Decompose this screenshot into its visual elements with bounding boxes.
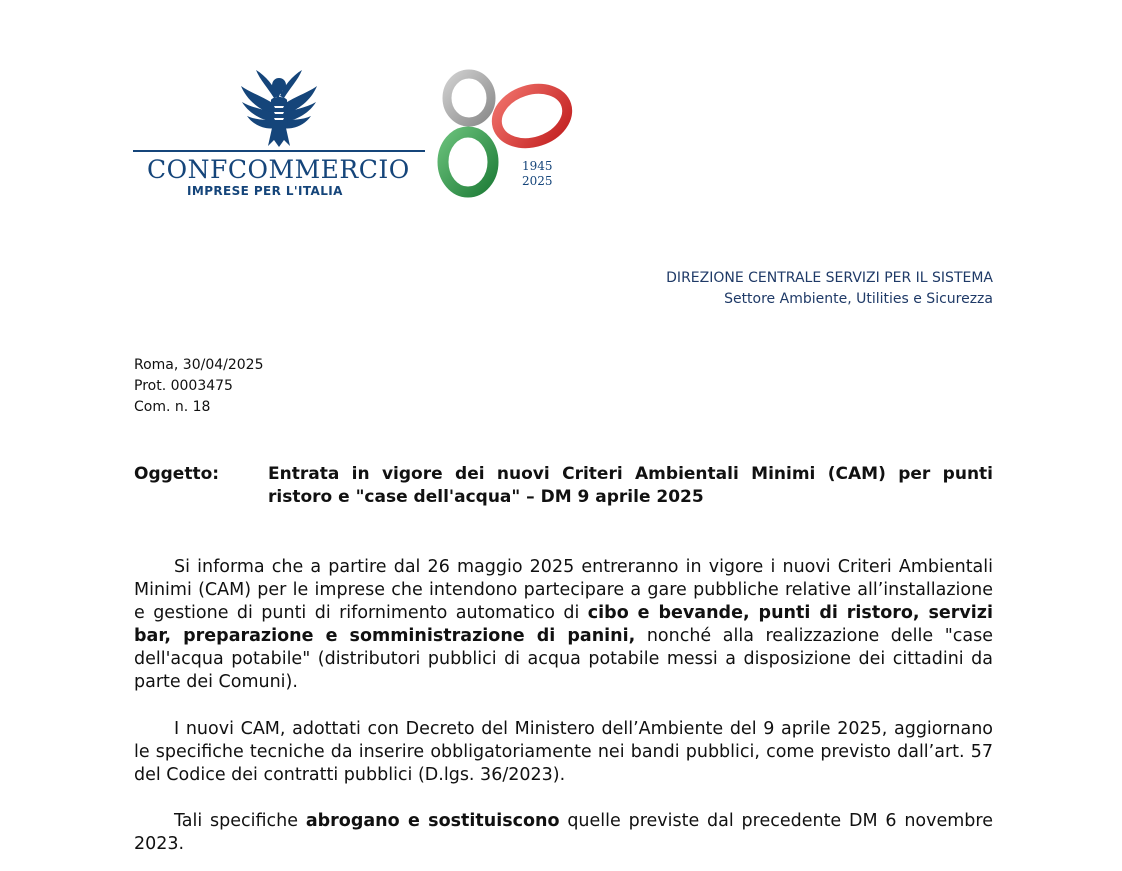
direction-header: [666, 268, 993, 310]
paragraph-3-text-b: quelle previste dal precedente DM 6 novembre 2023.: [134, 811, 993, 854]
protocol-number: Prot. 0003475: [134, 378, 233, 394]
subject-label: Oggetto:: [134, 464, 220, 484]
eagle-icon: [238, 68, 320, 148]
brand-tagline: IMPRESE PER L'ITALIA: [187, 184, 343, 198]
place-date: Roma, 30/04/2025: [134, 357, 264, 373]
direction-sector: Settore Ambiente, Utilities e Sicurezza: [724, 291, 993, 307]
document-meta: [134, 355, 263, 418]
body-paragraph-1: [134, 556, 993, 694]
body-paragraph-2: [134, 718, 993, 787]
anniversary-logo: [436, 68, 576, 200]
logo-divider: [133, 150, 425, 152]
paragraph-1-text-b: nonché alla realizzazione delle "case dell'acqua potabile" (distributori pubblici di acqua potabile messi a disposizione dei cittadini da parte dei Comuni).: [134, 626, 993, 692]
subject-text: Entrata in vigore dei nuovi Criteri Ambientali Minimi (CAM) per punti ristoro e "case dell'acqua" – DM 9 aprile 2025: [268, 464, 993, 507]
paragraph-1-text-a: Si informa che a partire dal 26 maggio 2025 entreranno in vigore i nuovi Criteri Ambientali Minimi (CAM) per le imprese che intendono partecipare a gare pubbliche relative all’installazione e gestione di punti di rifornimento automatico di: [134, 557, 993, 623]
paragraph-2-text: I nuovi CAM, adottati con Decreto del Ministero dell’Ambiente del 9 aprile 2025, aggiornano le specifiche tecniche da inserire obbligatoriamente nei bandi pubblici, come previsto dall’art. 57 del Codice dei contratti pubblici (D.lgs. 36/2023).: [134, 719, 993, 785]
confcommercio-logo: [133, 68, 433, 203]
direction-title: DIREZIONE CENTRALE SERVIZI PER IL SISTEMA: [666, 270, 993, 286]
body-paragraph-3: [134, 810, 993, 856]
anniversary-year-start: 1945: [522, 159, 553, 173]
paragraph-1-emphasis: cibo e bevande, punti di ristoro, servizi bar, preparazione e somministrazione di panini,: [134, 603, 993, 646]
paragraph-3-emphasis: abrogano e sostituiscono: [305, 811, 560, 831]
communication-number: Com. n. 18: [134, 399, 211, 415]
brand-name: CONFCOMMERCIO: [147, 155, 410, 184]
paragraph-3-text-a: Tali specifiche: [174, 811, 306, 831]
anniversary-rings-icon: [436, 68, 576, 200]
anniversary-year-end: 2025: [522, 174, 553, 188]
